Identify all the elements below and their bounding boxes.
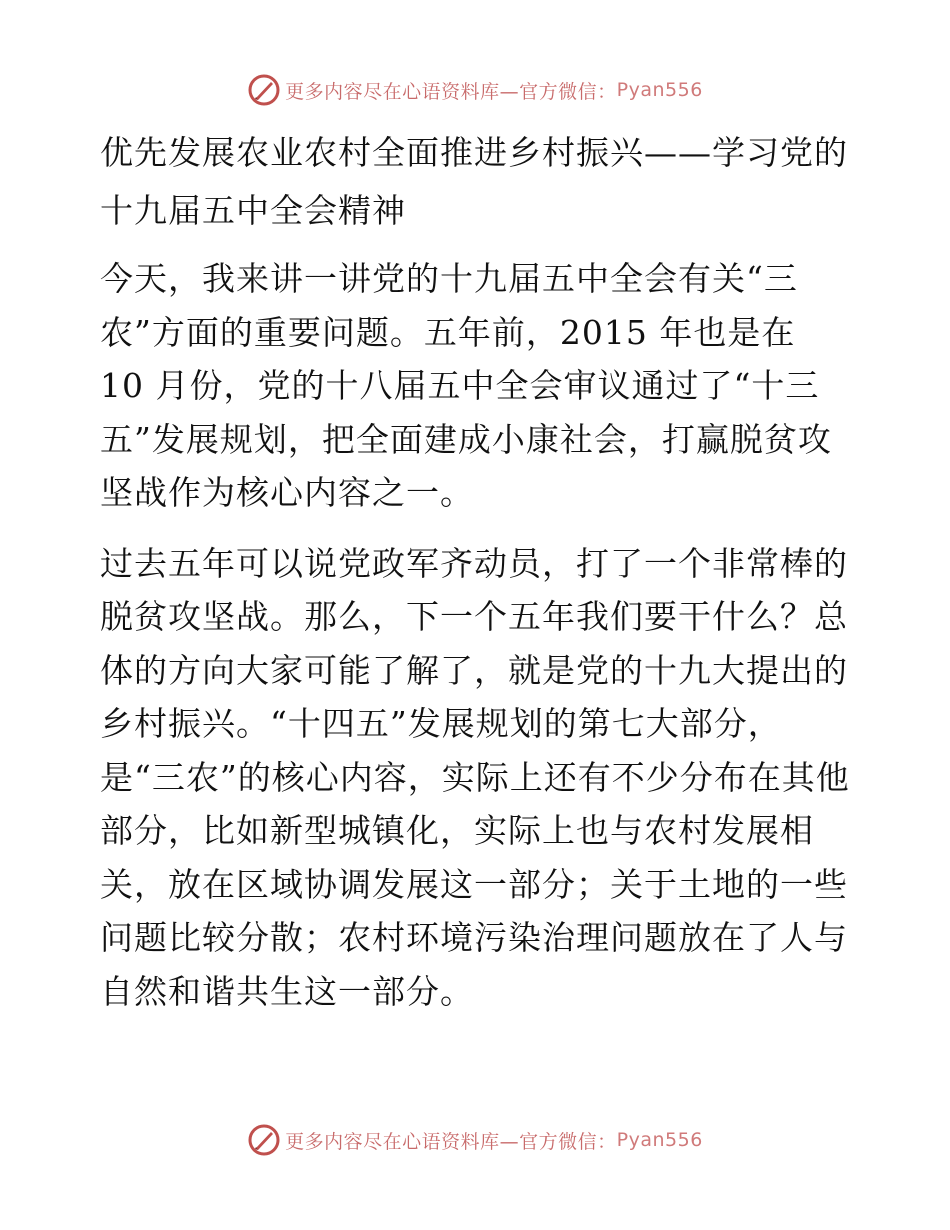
watermark-handle: Pyan556 — [616, 1129, 703, 1151]
paragraph-1: 今天，我来讲一讲党的十九届五中全会有关“三农”方面的重要问题。五年前，2015 年也是在 10 月份，党的十八届五中全会审议通过了“十三五”发展规划，把全面建成小康社会，打赢脱贫攻坚战作为核心内容之一。 — [100, 259, 832, 512]
feather-pen-logo-icon — [247, 73, 281, 107]
watermark-text: 更多内容尽在心语资料库—官方微信： — [285, 1130, 617, 1153]
watermark-handle: Pyan556 — [616, 79, 703, 101]
feather-pen-logo-icon — [247, 1123, 281, 1157]
paragraph-2: 过去五年可以说党政军齐动员，打了一个非常棒的脱贫攻坚战。那么，下一个五年我们要干什么？总体的方向大家可能了解了，就是党的十九大提出的乡村振兴。“十四五”发展规划的第七大部分，是“三农”的核心内容，实际上还有不少分布在其他部分，比如新型城镇化，实际上也与农村发展相关，放在区域协调发展这一部分；关于土地的一些问题比较分散；农村环境污染治理问题放在了人与自然和谐共生这一部分。 — [100, 543, 850, 1011]
header-watermark — [0, 70, 950, 110]
document-title: 优先发展农业农村全面推进乡村振兴——学习党的十九届五中全会精神 — [100, 133, 848, 230]
document-body — [100, 124, 850, 1035]
watermark-text: 更多内容尽在心语资料库—官方微信： — [285, 80, 617, 103]
footer-watermark — [0, 1120, 950, 1160]
